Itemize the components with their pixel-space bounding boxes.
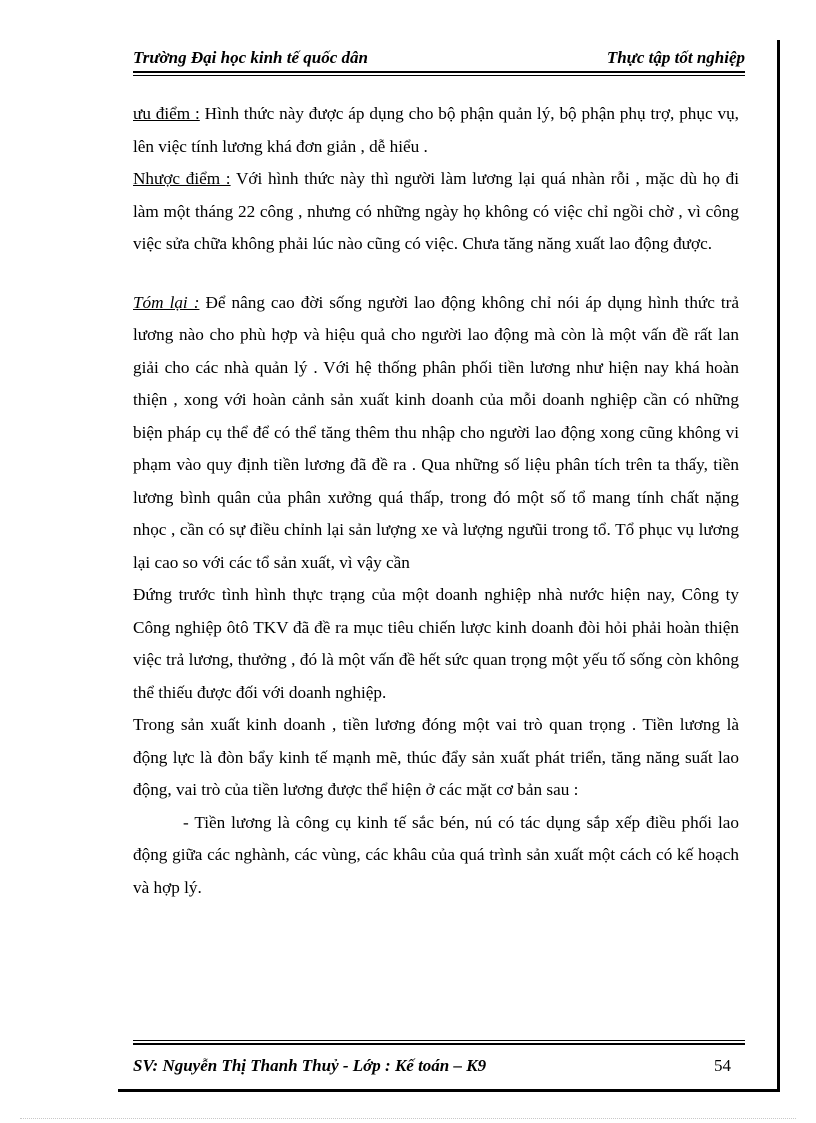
footer-rule-thick [133, 1043, 745, 1045]
header-institution: Trường Đại học kinh tế quốc dân [133, 48, 368, 67]
text-disadvantages: Với hình thức này thì người làm lương lại quá nhàn rỗi , mặc dù họ đi làm một tháng 22 công , nhưng có những ngày họ không có việc chỉ ngồi chờ , vì công việc sửa chữa không phải lúc nào cũng có việc. Chưa tăng năng xuất lao động được. [133, 169, 740, 253]
page-header [133, 44, 745, 72]
text-summary: Để nâng cao đời sống người lao động không chỉ nói áp dụng hình thức trả lương nào cho phù hợp và hiệu quả cho người lao động mà còn là một vấn đề rất lan giải cho các nhà quản lý . Với hệ thống phân phối tiền lương như hiện nay khá hoàn thiện , xong với hoàn cảnh sản xuất kinh doanh của mỗi doanh nghiệp cần có những biện pháp cụ thể để có thể tăng thêm thu nhập cho người lao động xong cũng không vi phạm vào quy định tiền lương đã đề ra . Qua những số liệu phân tích trên ta thấy, tiền lương bình quân của phân xưởng quá thấp, trong đó một số tổ mang tính chất nặng nhọc , cần có sự điều chỉnh lại sản lượng xe và lượng ngưũi trong tổ. Tổ phục vụ lương lại cao so với các tổ sản xuất, vì vậy cần [133, 292, 740, 572]
paragraph-role: Trong sản xuất kinh doanh , tiền lương đóng một vai trò quan trọng . Tiền lương là động lực là đòn bẩy kinh tế mạnh mẽ, thúc đẩy sản xuất phát triển, tăng năng suất lao động, vai trò của tiền lương được thể hiện ở các mặt cơ bản sau : [133, 715, 739, 799]
paragraph-situation: Đứng trước tình hình thực trạng của một doanh nghiệp nhà nước hiện nay, Công ty Công nghiệp ôtô TKV đã đề ra mục tiêu chiến lược kinh doanh đòi hỏi phải hoàn thiện việc trả lương, thưởng , đó là một vấn đề hết sức quan trọng một yếu tố sống còn không thể thiếu được đối với doanh nghiệp. [133, 585, 739, 702]
paragraph-disadvantages [133, 163, 739, 261]
page-number: 54 [714, 1056, 731, 1075]
footer-rule-thin [133, 1040, 745, 1041]
header-rule-thick [133, 71, 745, 73]
paragraph-bullet-tool: - Tiền lương là công cụ kinh tế sắc bén, nú có tác dụng sắp xếp điều phối lao động giữa các nghành, các vùng, các khâu của quá trình sản xuất một cách có kế hoạch và hợp lý. [133, 812, 739, 897]
paragraph-gap [133, 261, 739, 287]
body-text [133, 98, 739, 904]
label-disadvantages: Nhược điểm : [133, 169, 231, 188]
paragraph-advantages [133, 98, 739, 163]
paragraph-summary [133, 287, 739, 580]
label-advantages: ưu điểm : [133, 104, 200, 123]
bottom-dotted-line [20, 1118, 796, 1119]
header-document-type: Thực tập tốt nghiệp [606, 48, 745, 67]
footer-author: SV: Nguyễn Thị Thanh Thuỷ - Lớp : Kế toán – K9 [133, 1056, 487, 1075]
label-summary: Tóm lại : [133, 292, 200, 312]
text-advantages: Hình thức này được áp dụng cho bộ phận quản lý, bộ phận phụ trợ, phục vụ, lên việc tính lương khá đơn giản , dễ hiểu . [133, 104, 739, 156]
header-rule-thin [133, 75, 745, 76]
page-footer [133, 1052, 745, 1082]
